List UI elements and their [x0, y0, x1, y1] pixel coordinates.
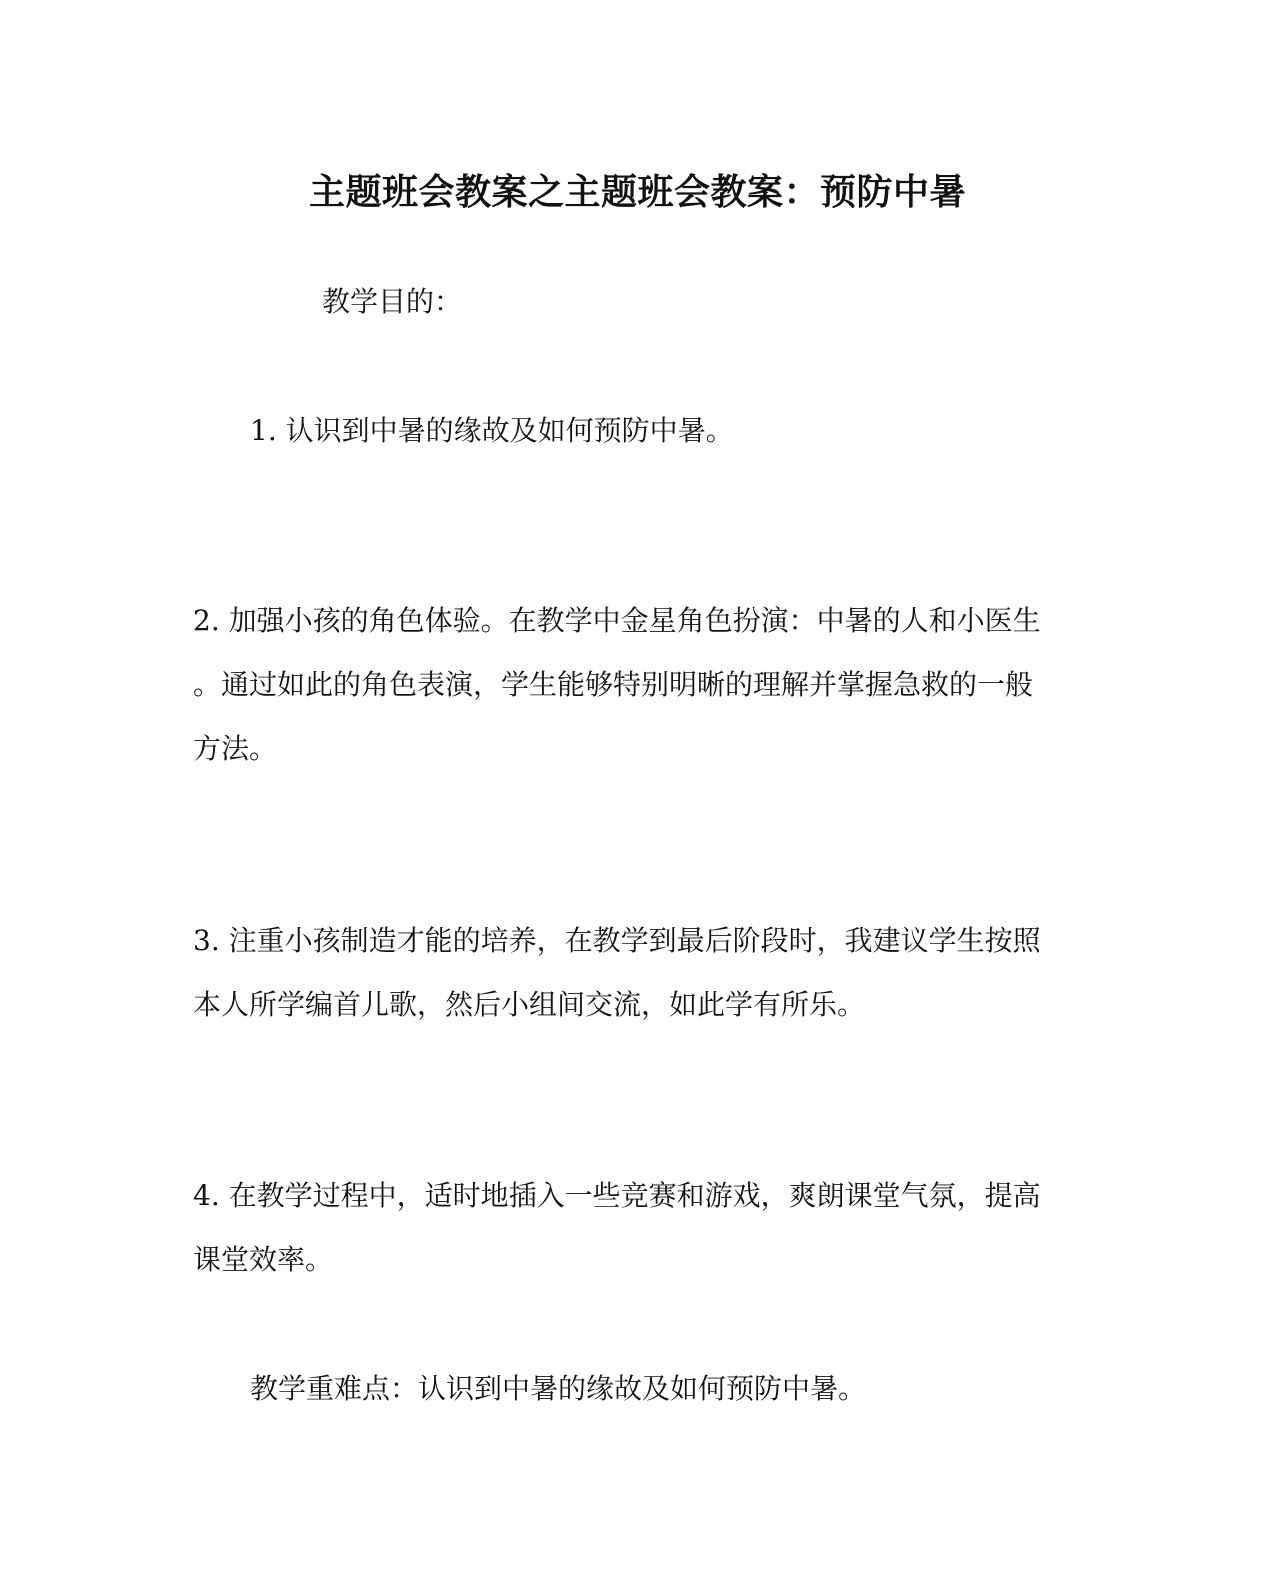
key-points: [250, 1357, 1060, 1421]
objective-item-1-text: 1. 认识到中暑的缘故及如何预防中暑。: [250, 414, 734, 447]
objectives-heading-text: 教学目的：: [322, 285, 463, 318]
objective-item-2-line-1: 2. 加强小孩的角色体验。在教学中金星角色扮演：中暑的人和小医生: [193, 604, 1041, 637]
objectives-heading: [322, 270, 1062, 334]
objective-item-1: [250, 399, 1060, 463]
key-points-text: 教学重难点：认识到中暑的缘故及如何预防中暑。: [250, 1372, 867, 1405]
objective-item-2-line-2: 。通过如此的角色表演，学生能够特别明晰的理解并掌握急救的一般: [193, 668, 1034, 701]
objective-item-3-line-1: 3. 注重小孩制造才能的培养，在教学到最后阶段时，我建议学生按照: [193, 924, 1041, 957]
objective-item-4-line-1: 4. 在教学过程中，适时地插入一些竞赛和游戏，爽朗课堂气氛，提高: [193, 1179, 1041, 1212]
objective-item-4-line-2: 课堂效率。: [193, 1243, 334, 1276]
objective-item-2-line-3: 方法。: [193, 732, 278, 765]
objective-item-3-line-2: 本人所学编首儿歌，然后小组间交流，如此学有所乐。: [193, 988, 866, 1021]
objective-item-2: [193, 589, 1065, 781]
document-title: 主题班会教案之主题班会教案：预防中暑: [308, 171, 966, 213]
objective-item-4: [193, 1164, 1065, 1292]
objective-item-3: [193, 909, 1065, 1037]
